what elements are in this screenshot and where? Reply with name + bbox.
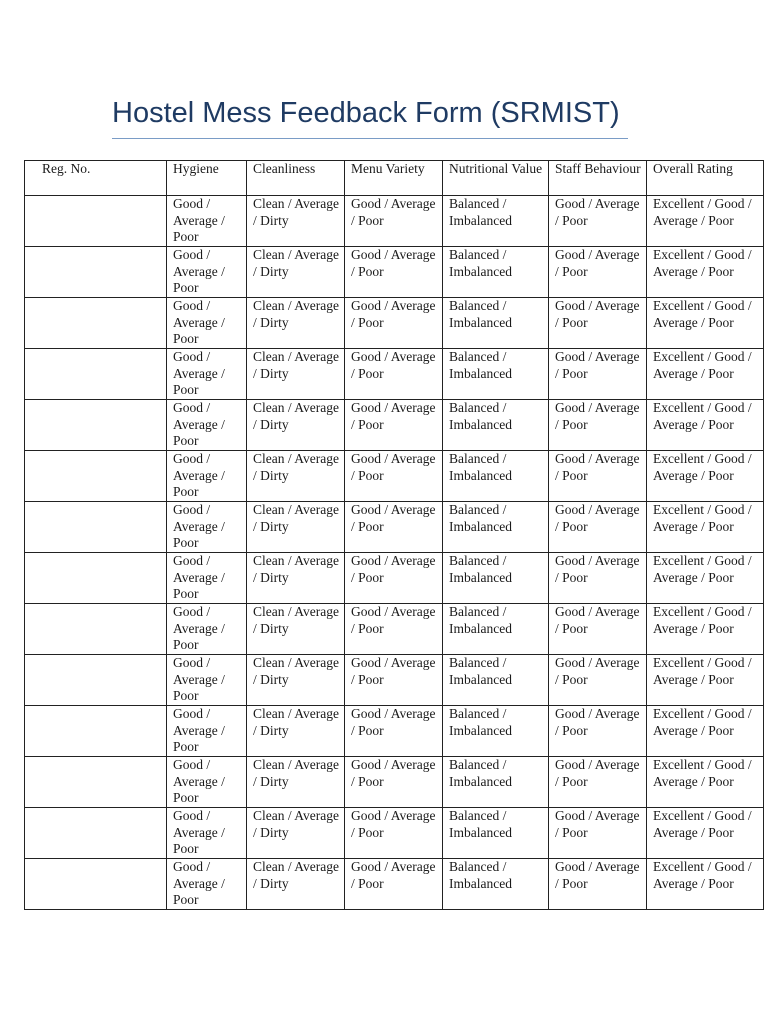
overall-rating-cell: Excellent / Good / Average / Poor bbox=[647, 859, 764, 910]
staff-behaviour-cell: Good / Average / Poor bbox=[549, 298, 647, 349]
overall-rating-cell: Excellent / Good / Average / Poor bbox=[647, 349, 764, 400]
table-row bbox=[25, 400, 764, 451]
nutritional-value-cell: Balanced / Imbalanced bbox=[443, 349, 549, 400]
staff-behaviour-cell: Good / Average / Poor bbox=[549, 604, 647, 655]
cleanliness-cell: Clean / Average / Dirty bbox=[247, 553, 345, 604]
overall-rating-cell: Excellent / Good / Average / Poor bbox=[647, 757, 764, 808]
table-row bbox=[25, 757, 764, 808]
reg-no-cell[interactable] bbox=[25, 757, 167, 808]
table-row bbox=[25, 502, 764, 553]
column-header-cleanliness: Cleanliness bbox=[247, 161, 345, 196]
cleanliness-cell: Clean / Average / Dirty bbox=[247, 400, 345, 451]
feedback-table bbox=[24, 160, 764, 910]
nutritional-value-cell: Balanced / Imbalanced bbox=[443, 400, 549, 451]
hygiene-cell: Good / Average / Poor bbox=[167, 757, 247, 808]
overall-rating-cell: Excellent / Good / Average / Poor bbox=[647, 706, 764, 757]
overall-rating-cell: Excellent / Good / Average / Poor bbox=[647, 655, 764, 706]
staff-behaviour-cell: Good / Average / Poor bbox=[549, 502, 647, 553]
cleanliness-cell: Clean / Average / Dirty bbox=[247, 196, 345, 247]
hygiene-cell: Good / Average / Poor bbox=[167, 196, 247, 247]
hygiene-cell: Good / Average / Poor bbox=[167, 400, 247, 451]
reg-no-cell[interactable] bbox=[25, 298, 167, 349]
table-row bbox=[25, 706, 764, 757]
menu-variety-cell: Good / Average / Poor bbox=[345, 451, 443, 502]
menu-variety-cell: Good / Average / Poor bbox=[345, 706, 443, 757]
nutritional-value-cell: Balanced / Imbalanced bbox=[443, 502, 549, 553]
nutritional-value-cell: Balanced / Imbalanced bbox=[443, 604, 549, 655]
overall-rating-cell: Excellent / Good / Average / Poor bbox=[647, 502, 764, 553]
hygiene-cell: Good / Average / Poor bbox=[167, 859, 247, 910]
overall-rating-cell: Excellent / Good / Average / Poor bbox=[647, 808, 764, 859]
hygiene-cell: Good / Average / Poor bbox=[167, 247, 247, 298]
table-row bbox=[25, 349, 764, 400]
reg-no-cell[interactable] bbox=[25, 400, 167, 451]
reg-no-cell[interactable] bbox=[25, 808, 167, 859]
table-row bbox=[25, 859, 764, 910]
menu-variety-cell: Good / Average / Poor bbox=[345, 808, 443, 859]
menu-variety-cell: Good / Average / Poor bbox=[345, 502, 443, 553]
hygiene-cell: Good / Average / Poor bbox=[167, 502, 247, 553]
title-underline bbox=[112, 138, 628, 139]
nutritional-value-cell: Balanced / Imbalanced bbox=[443, 247, 549, 298]
cleanliness-cell: Clean / Average / Dirty bbox=[247, 706, 345, 757]
reg-no-cell[interactable] bbox=[25, 349, 167, 400]
staff-behaviour-cell: Good / Average / Poor bbox=[549, 400, 647, 451]
reg-no-cell[interactable] bbox=[25, 196, 167, 247]
column-header-reg-no: Reg. No. bbox=[25, 161, 167, 196]
menu-variety-cell: Good / Average / Poor bbox=[345, 196, 443, 247]
column-header-overall-rating: Overall Rating bbox=[647, 161, 764, 196]
table-row bbox=[25, 247, 764, 298]
hygiene-cell: Good / Average / Poor bbox=[167, 706, 247, 757]
reg-no-cell[interactable] bbox=[25, 859, 167, 910]
table-row bbox=[25, 604, 764, 655]
nutritional-value-cell: Balanced / Imbalanced bbox=[443, 553, 549, 604]
reg-no-cell[interactable] bbox=[25, 553, 167, 604]
staff-behaviour-cell: Good / Average / Poor bbox=[549, 706, 647, 757]
menu-variety-cell: Good / Average / Poor bbox=[345, 298, 443, 349]
nutritional-value-cell: Balanced / Imbalanced bbox=[443, 859, 549, 910]
overall-rating-cell: Excellent / Good / Average / Poor bbox=[647, 604, 764, 655]
nutritional-value-cell: Balanced / Imbalanced bbox=[443, 196, 549, 247]
column-header-hygiene: Hygiene bbox=[167, 161, 247, 196]
nutritional-value-cell: Balanced / Imbalanced bbox=[443, 451, 549, 502]
cleanliness-cell: Clean / Average / Dirty bbox=[247, 298, 345, 349]
hygiene-cell: Good / Average / Poor bbox=[167, 808, 247, 859]
table-row bbox=[25, 196, 764, 247]
staff-behaviour-cell: Good / Average / Poor bbox=[549, 553, 647, 604]
menu-variety-cell: Good / Average / Poor bbox=[345, 859, 443, 910]
overall-rating-cell: Excellent / Good / Average / Poor bbox=[647, 196, 764, 247]
hygiene-cell: Good / Average / Poor bbox=[167, 349, 247, 400]
overall-rating-cell: Excellent / Good / Average / Poor bbox=[647, 247, 764, 298]
cleanliness-cell: Clean / Average / Dirty bbox=[247, 859, 345, 910]
overall-rating-cell: Excellent / Good / Average / Poor bbox=[647, 553, 764, 604]
staff-behaviour-cell: Good / Average / Poor bbox=[549, 196, 647, 247]
nutritional-value-cell: Balanced / Imbalanced bbox=[443, 655, 549, 706]
menu-variety-cell: Good / Average / Poor bbox=[345, 349, 443, 400]
menu-variety-cell: Good / Average / Poor bbox=[345, 655, 443, 706]
table-row bbox=[25, 808, 764, 859]
cleanliness-cell: Clean / Average / Dirty bbox=[247, 655, 345, 706]
staff-behaviour-cell: Good / Average / Poor bbox=[549, 655, 647, 706]
column-header-menu-variety: Menu Variety bbox=[345, 161, 443, 196]
reg-no-cell[interactable] bbox=[25, 247, 167, 298]
cleanliness-cell: Clean / Average / Dirty bbox=[247, 604, 345, 655]
cleanliness-cell: Clean / Average / Dirty bbox=[247, 808, 345, 859]
staff-behaviour-cell: Good / Average / Poor bbox=[549, 859, 647, 910]
staff-behaviour-cell: Good / Average / Poor bbox=[549, 349, 647, 400]
menu-variety-cell: Good / Average / Poor bbox=[345, 247, 443, 298]
reg-no-cell[interactable] bbox=[25, 655, 167, 706]
overall-rating-cell: Excellent / Good / Average / Poor bbox=[647, 451, 764, 502]
table-row bbox=[25, 298, 764, 349]
nutritional-value-cell: Balanced / Imbalanced bbox=[443, 298, 549, 349]
staff-behaviour-cell: Good / Average / Poor bbox=[549, 808, 647, 859]
column-header-nutritional-value: Nutritional Value bbox=[443, 161, 549, 196]
menu-variety-cell: Good / Average / Poor bbox=[345, 400, 443, 451]
reg-no-cell[interactable] bbox=[25, 604, 167, 655]
reg-no-cell[interactable] bbox=[25, 502, 167, 553]
cleanliness-cell: Clean / Average / Dirty bbox=[247, 757, 345, 808]
reg-no-cell[interactable] bbox=[25, 706, 167, 757]
staff-behaviour-cell: Good / Average / Poor bbox=[549, 757, 647, 808]
table-row bbox=[25, 451, 764, 502]
table-header bbox=[25, 161, 764, 196]
hygiene-cell: Good / Average / Poor bbox=[167, 451, 247, 502]
nutritional-value-cell: Balanced / Imbalanced bbox=[443, 808, 549, 859]
reg-no-cell[interactable] bbox=[25, 451, 167, 502]
hygiene-cell: Good / Average / Poor bbox=[167, 298, 247, 349]
table-row bbox=[25, 553, 764, 604]
hygiene-cell: Good / Average / Poor bbox=[167, 655, 247, 706]
staff-behaviour-cell: Good / Average / Poor bbox=[549, 451, 647, 502]
menu-variety-cell: Good / Average / Poor bbox=[345, 553, 443, 604]
nutritional-value-cell: Balanced / Imbalanced bbox=[443, 706, 549, 757]
table-body bbox=[25, 196, 764, 910]
column-header-staff-behaviour: Staff Behaviour bbox=[549, 161, 647, 196]
cleanliness-cell: Clean / Average / Dirty bbox=[247, 349, 345, 400]
hygiene-cell: Good / Average / Poor bbox=[167, 604, 247, 655]
cleanliness-cell: Clean / Average / Dirty bbox=[247, 247, 345, 298]
cleanliness-cell: Clean / Average / Dirty bbox=[247, 502, 345, 553]
hygiene-cell: Good / Average / Poor bbox=[167, 553, 247, 604]
header-row bbox=[25, 161, 764, 196]
table-row bbox=[25, 655, 764, 706]
overall-rating-cell: Excellent / Good / Average / Poor bbox=[647, 400, 764, 451]
page-title: Hostel Mess Feedback Form (SRMIST) bbox=[112, 97, 620, 129]
menu-variety-cell: Good / Average / Poor bbox=[345, 757, 443, 808]
nutritional-value-cell: Balanced / Imbalanced bbox=[443, 757, 549, 808]
overall-rating-cell: Excellent / Good / Average / Poor bbox=[647, 298, 764, 349]
menu-variety-cell: Good / Average / Poor bbox=[345, 604, 443, 655]
cleanliness-cell: Clean / Average / Dirty bbox=[247, 451, 345, 502]
staff-behaviour-cell: Good / Average / Poor bbox=[549, 247, 647, 298]
